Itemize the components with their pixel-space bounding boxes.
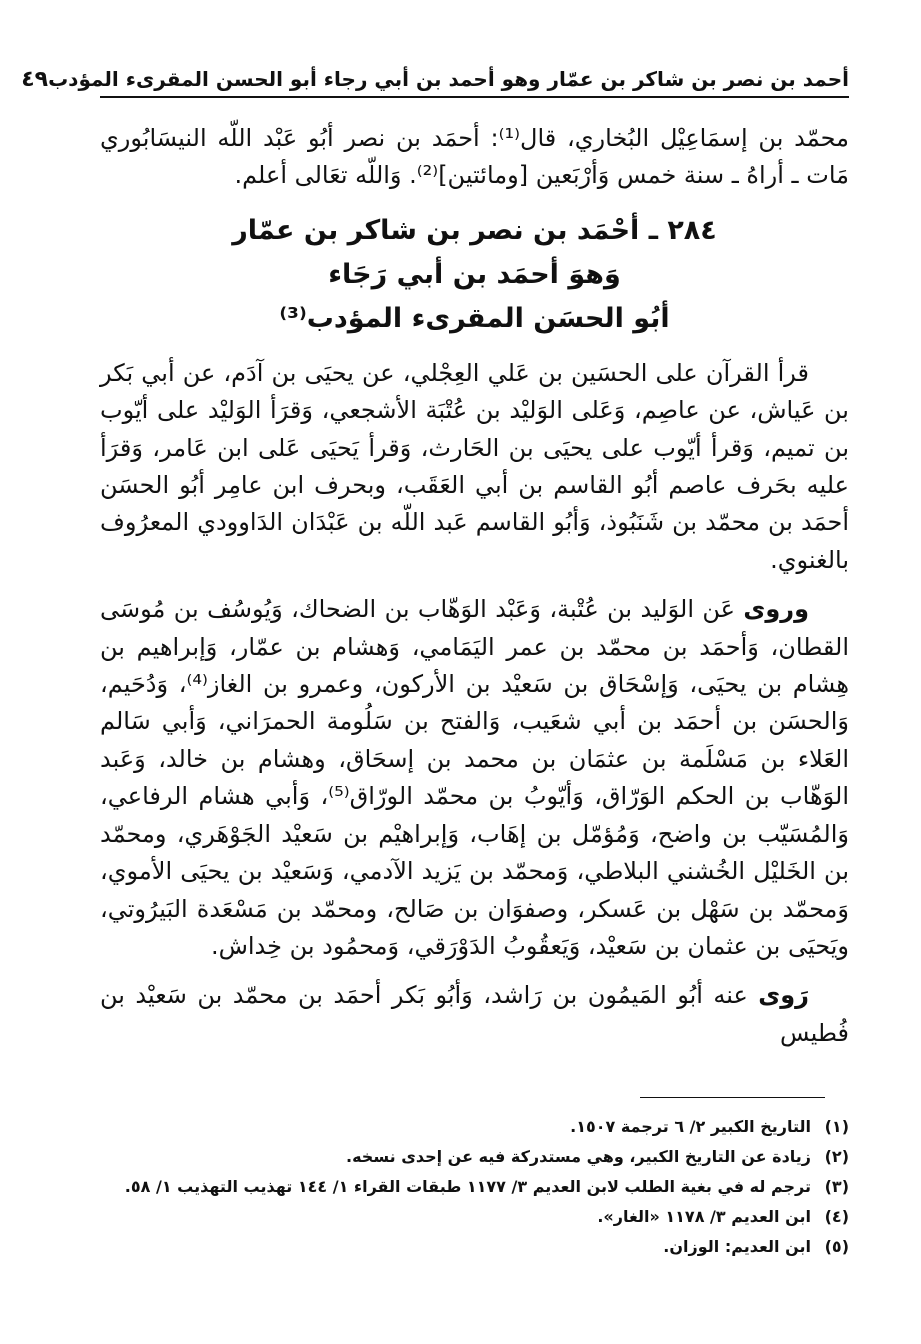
footnote-number: (٥) — [824, 1237, 849, 1256]
continuation-line-1: محمّد بن إسمَاعِيْل البُخاري، قال⁽¹⁾: أحمَد بن نصر أبُو عَبْد اللّه النيسَابُوري مَات — [100, 124, 849, 190]
footnote-5 — [100, 1232, 849, 1262]
paragraph-narrated-from-head: وروى — [743, 595, 809, 624]
body-text — [100, 120, 849, 1052]
continuation-line-2: ـ أراهُ ـ سنة خمس وَأرْبَعين [ومائتين]⁽²⁾. وَاللّه تعَالى أعلم. — [234, 161, 799, 190]
continuation-paragraph — [100, 120, 849, 195]
footnotes — [100, 1112, 849, 1262]
paragraph-narrated-by-text: عنه أبُو المَيمُون بن رَاشد، وَأبُو بَكر أحمَد بن محمّد بن سَعيْد بن فُطيس — [100, 981, 849, 1047]
footnote-number: (١) — [824, 1117, 849, 1136]
footnote-2 — [100, 1142, 849, 1172]
paragraph-narrated-by-head: رَوى — [758, 981, 809, 1010]
footnote-4 — [100, 1202, 849, 1232]
footnote-number: (٣) — [824, 1177, 849, 1196]
footnote-number: (٢) — [824, 1147, 849, 1166]
paragraph-narrated-by — [100, 977, 849, 1052]
paragraph-narrated-from — [100, 591, 849, 965]
entry-heading — [100, 209, 849, 341]
paragraph-recitation: قرأ القرآن على الحسَين بن عَلي العِجْلي، عن يحيَى بن آدَم، عن أبي بَكر بن عَياش، عن عاصِم، وَعَلى الوَليْد بن عُتْبَة الأشجعي، وَقرَأ الوَليْد على أيّوب بن تميم، وَقرأ أيّوب على يحيَى بن الحَارث، وَقرأ يَحيَى عَلى ابن عَامر، وَقرَأ عليه بحَرف عاصم أبُو القاسم بن أبي العَقَب، وبحرف ابن عامِر أبُو الحسَن أحمَد بن محمّد بن شَنَبُوذ، وَأبُو القاسم عَبد اللّه بن عَبْدَان الدَاوودي المعرُوف بالغنوي. — [100, 358, 849, 574]
entry-heading-line-3: أبُو الحسَن المقرىء المؤدب⁽³⁾ — [279, 302, 670, 334]
footnote-divider — [640, 1097, 825, 1098]
entry-heading-line-2: وَهوَ أحمَد بن أبي رَجَاء — [328, 258, 621, 290]
footnote-text: ابن العديم: الوزان. — [663, 1237, 811, 1256]
footnote-text: ترجم له في بغية الطلب لابن العديم ٣/ ١١٧٧ طبقات القراء ١/ ١٤٤ تهذيب التهذيب ١/ ٥٨. — [124, 1177, 811, 1196]
entry-heading-line-1: ٢٨٤ ـ أحْمَد بن نصر بن شاكر بن عمّار — [232, 214, 717, 246]
running-title: أحمد بن نصر بن شاكر بن عمّار وهو أحمد بن أبي رجاء أبو الحسن المقرىء المؤدب — [48, 67, 849, 91]
footnote-text: زيادة عن التاريخ الكبير، وهي مستدركة فيه عن إحدى نسخه. — [346, 1147, 811, 1166]
footnote-3 — [100, 1172, 849, 1202]
page-number: ٤٩ — [21, 66, 49, 92]
footnote-text: التاريخ الكبير ٢/ ٦ ترجمة ١٥٠٧. — [570, 1117, 811, 1136]
footnote-text: ابن العديم ٣/ ١١٧٨ «الغار». — [597, 1207, 811, 1226]
paragraph-narrated-from-text: عَن الوَليد بن عُتْبة، وَعَبْد الوَهّاب بن الضحاك، وَيُوسُف بن مُوسَى القطان، وَأحمَد بن محمّد بن عمر اليَمَامي، وَهشام بن عمّار، وَإبراهيم بن هِشام بن يحيَى، وَإسْحَاق بن سَعيْد بن الأركون، وعمرو بن الغاز⁽⁴⁾، وَدُحَيم، وَالحسَن بن أحمَد بن أبي شعَيب، وَالفتح بن سَلُومة الحمرَاني، وَأبي سَالم العَلاء بن مَسْلَمة بن عثمَان بن محمد بن إسحَاق، وهشام بن خالد، وَعَبد الوَهّاب بن الحكم الوَرّاق، وَأيّوبُ بن محمّد الورّاق⁽⁵⁾، وَأبي هشام الرفاعي، وَالمُسَيّب بن واضح، وَمُؤمّل بن إهَاب، وَإبراهيْم بن سَعيْد الجَوْهَري، ومحمّد بن الخَليْل الخُشني البلاطي، وَمحمّد بن يَزيد الآدمي، وَسَعيْد بن يحيَى الأموي، وَمحمّد بن سَهْل بن عَسكر، وصفوَان بن صَالح، ومحمّد بن مَسْعَدة البَيرُوتي، ويَحيَى بن عثمان بن سَعيْد، وَيَعقُوبُ الدَوْرَقي، وَمحمُود بن خِداش. — [100, 595, 850, 960]
footnote-number: (٤) — [824, 1207, 849, 1226]
running-header — [21, 62, 849, 98]
footnote-1 — [100, 1112, 849, 1142]
